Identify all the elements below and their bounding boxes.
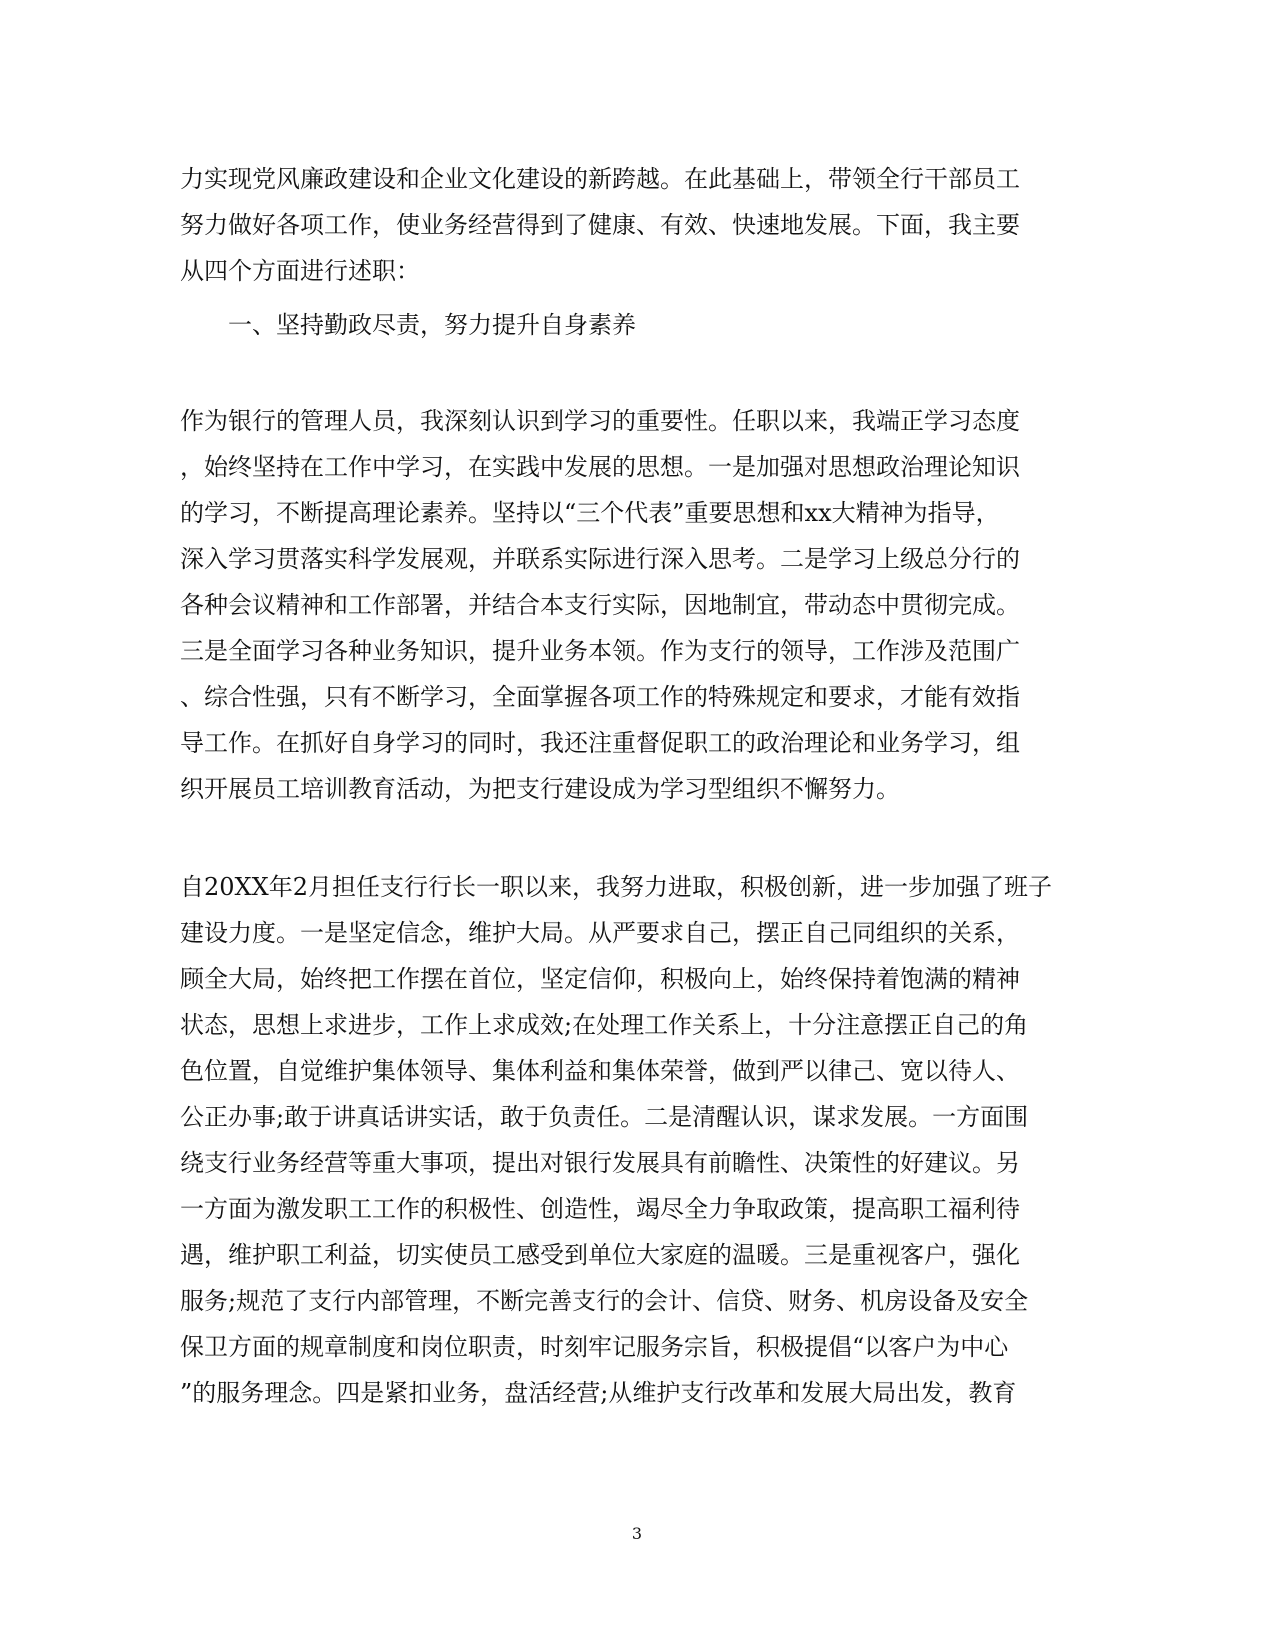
text-line: 色位置，自觉维护集体领导、集体利益和集体荣誉，做到严以律己、宽以待人、 bbox=[180, 1057, 1020, 1085]
text-line: 、综合性强，只有不断学习，全面掌握各项工作的特殊规定和要求，才能有效指 bbox=[180, 683, 1020, 711]
text-line: 三是全面学习各种业务知识，提升业务本领。作为支行的领导，工作涉及范围广 bbox=[180, 637, 1020, 665]
text-line: 一方面为激发职工工作的积极性、创造性，竭尽全力争取政策，提高职工福利待 bbox=[180, 1195, 1020, 1223]
text-line: 深入学习贯落实科学发展观，并联系实际进行深入思考。二是学习上级总分行的 bbox=[180, 545, 1020, 573]
text-line: 建设力度。一是坚定信念，维护大局。从严要求自己，摆正自己同组织的关系， bbox=[180, 919, 1020, 947]
text-line: ”的服务理念。四是紧扣业务，盘活经营;从维护支行改革和发展大局出发，教育 bbox=[180, 1379, 1017, 1407]
text-line: 服务;规范了支行内部管理，不断完善支行的会计、信贷、财务、机房设备及安全 bbox=[180, 1287, 1029, 1315]
paragraph-2 bbox=[180, 398, 1080, 812]
text-line: 力实现党风廉政建设和企业文化建设的新跨越。在此基础上，带领全行干部员工 bbox=[180, 165, 1020, 193]
paragraph-1 bbox=[180, 156, 1080, 294]
text-line: 状态，思想上求进步，工作上求成效;在处理工作关系上，十分注意摆正自己的角 bbox=[180, 1011, 1029, 1039]
text-line: 的学习，不断提高理论素养。坚持以“三个代表”重要思想和xx大精神为指导， bbox=[180, 499, 1000, 527]
text-line: 公正办事;敢于讲真话讲实话，敢于负责任。二是清醒认识，谋求发展。一方面围 bbox=[180, 1103, 1029, 1131]
text-line: 各种会议精神和工作部署，并结合本支行实际，因地制宜，带动态中贯彻完成。 bbox=[180, 591, 1020, 619]
text-line: 绕支行业务经营等重大事项，提出对银行发展具有前瞻性、决策性的好建议。另 bbox=[180, 1149, 1020, 1177]
section-heading: 一、坚持勤政尽责，努力提升自身素养 bbox=[228, 311, 636, 339]
text-line: 导工作。在抓好自身学习的同时，我还注重督促职工的政治理论和业务学习，组 bbox=[180, 729, 1020, 757]
text-line: 作为银行的管理人员，我深刻认识到学习的重要性。任职以来，我端正学习态度 bbox=[180, 407, 1020, 435]
text-line: 自20XX年2月担任支行行长一职以来，我努力进取，积极创新，进一步加强了班子 bbox=[180, 873, 1052, 901]
text-line: ，始终坚持在工作中学习，在实践中发展的思想。一是加强对思想政治理论知识 bbox=[180, 453, 1020, 481]
text-line: 从四个方面进行述职： bbox=[180, 257, 420, 285]
text-line: 努力做好各项工作，使业务经营得到了健康、有效、快速地发展。下面，我主要 bbox=[180, 211, 1020, 239]
paragraph-3 bbox=[180, 864, 1080, 1416]
text-line: 织开展员工培训教育活动，为把支行建设成为学习型组织不懈努力。 bbox=[180, 775, 900, 803]
text-line: 遇，维护职工利益，切实使员工感受到单位大家庭的温暖。三是重视客户，强化 bbox=[180, 1241, 1020, 1269]
page-number: 3 bbox=[631, 1524, 643, 1543]
text-line: 顾全大局，始终把工作摆在首位，坚定信仰，积极向上，始终保持着饱满的精神 bbox=[180, 965, 1020, 993]
text-line: 保卫方面的规章制度和岗位职责，时刻牢记服务宗旨，积极提倡“以客户为中心 bbox=[180, 1333, 1009, 1361]
